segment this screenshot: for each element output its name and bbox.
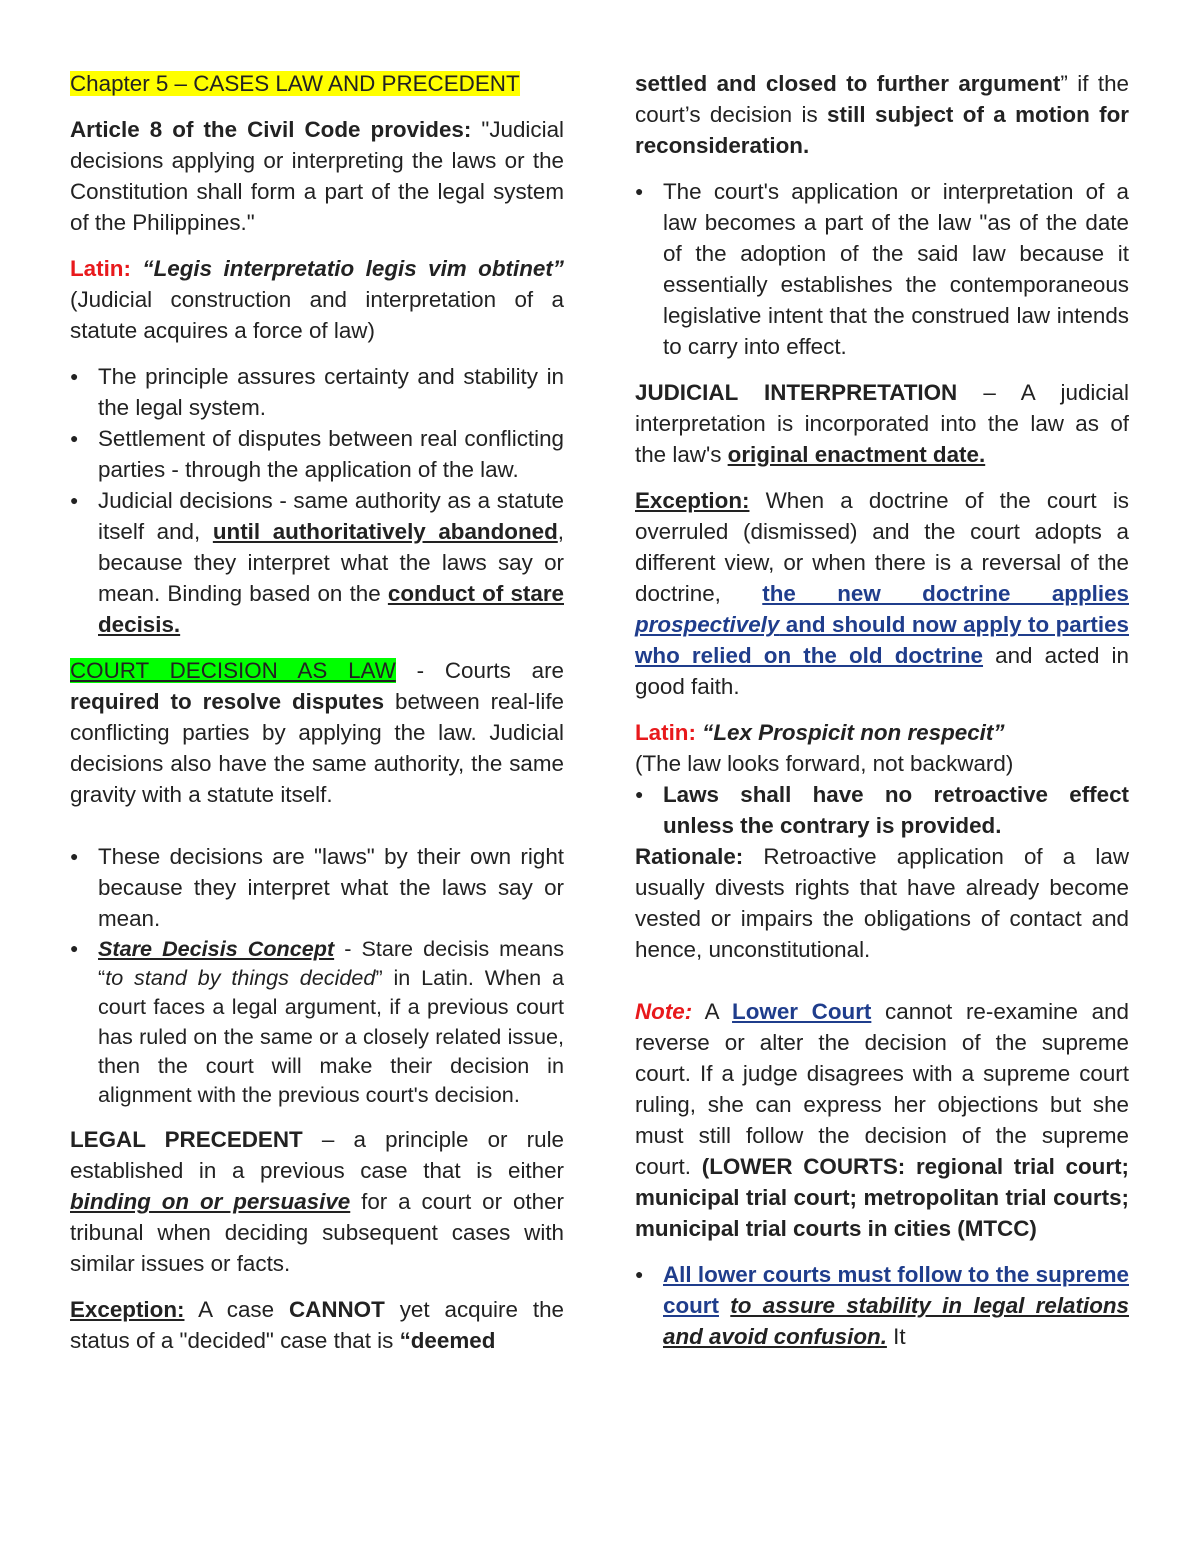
spacer	[70, 825, 564, 841]
exception2-label: Exception:	[635, 488, 750, 513]
chapter-title-paragraph	[70, 68, 564, 99]
exception1-paragraph	[70, 1294, 564, 1356]
prospectively: prospectively	[635, 612, 780, 637]
note-paragraph	[635, 996, 1129, 1244]
bullet5-latin-meaning: to stand by things decided	[105, 965, 376, 991]
court-decision-emphasis: required to resolve disputes	[70, 689, 385, 714]
judicial-interpretation-paragraph	[635, 377, 1129, 470]
rationale-label: Rationale:	[635, 844, 744, 869]
latin2-translation: (The law looks forward, not backward)	[635, 751, 1014, 776]
continuation-emphasis: settled and closed to further argument	[635, 71, 1061, 96]
exception1-label: Exception:	[70, 1297, 185, 1323]
bullet8-space	[719, 1293, 730, 1318]
bullet3-text-c: , because they interpret what the laws say or mean. Binding based on the	[98, 519, 565, 606]
legal-precedent-emphasis: binding on or persuasive	[70, 1189, 351, 1215]
all-lower-courts: All lower courts must follow to the supreme court	[663, 1262, 1129, 1318]
latin1-paragraph	[70, 253, 564, 346]
note-text-a: A	[692, 999, 733, 1024]
rationale-paragraph	[635, 841, 1129, 965]
article8-label: Article 8 of the Civil Code provides:	[70, 117, 472, 142]
bullet5-text-d: ” in Latin. When a court faces a legal argument, if a previous court has ruled on the same or a closely related issue, then the court will make their decision in alignment with the previous court's decision.	[98, 965, 564, 1108]
latin2-translation-paragraph	[635, 748, 1129, 779]
court-decision-text-c: between real-life conflicting parties by applying the law. Judicial decisions also have the same authority, the same gravity with a statute itself.	[70, 689, 565, 807]
list-item	[70, 485, 564, 640]
legal-precedent-paragraph	[70, 1124, 564, 1279]
list-item: ● Settlement of disputes between real conflicting parties - through the application of the law.	[70, 423, 564, 485]
latin2-paragraph	[635, 717, 1129, 748]
stare-decisis-concept: Stare Decisis Concept	[98, 936, 335, 961]
article8-text: "Judicial decisions applying or interpreting the laws or the Constitution shall form a part of the legal system of the Philippines."	[70, 117, 564, 235]
latin1-translation: (Judicial construction and interpretation of a statute acquires a force of law)	[70, 287, 564, 343]
bullet3-emphasis: until authoritatively abandoned	[212, 519, 558, 544]
list-item	[70, 934, 564, 1109]
list-item: ● These decisions are "laws" by their own right because they interpret what the laws say or mean.	[70, 841, 564, 934]
court-decision-heading: COURT DECISION AS LAW	[70, 658, 396, 683]
new-doctrine-applies: the new doctrine applies	[762, 581, 1129, 606]
principle-list	[70, 361, 564, 640]
spacer	[635, 980, 1129, 996]
chapter-title: Chapter 5 – CASES LAW AND PRECEDENT	[70, 71, 520, 96]
left-column	[70, 68, 564, 1371]
application-list	[635, 176, 1129, 362]
list-item: ● Laws shall have no retroactive effect unless the contrary is provided.	[635, 779, 1129, 841]
continuation-text-b: ” if the court’s decision is	[635, 71, 1129, 127]
decisions-list	[70, 841, 564, 1109]
list-item: ● The principle assures certainty and stability in the legal system.	[70, 361, 564, 423]
exception2-text-e: and acted in good faith.	[635, 643, 1129, 699]
bullet5-text-b: - Stare decisis means “	[98, 936, 564, 991]
continuation-motion: still subject of a motion for reconsideration.	[635, 102, 1129, 158]
bullet8-tail: It	[886, 1324, 906, 1349]
should-now-apply: and should now apply to parties who relied on the old doctrine	[635, 612, 1129, 668]
legal-precedent-heading: LEGAL PRECEDENT	[70, 1127, 303, 1153]
original-enactment-date: original enactment date.	[727, 442, 986, 467]
latin1-phrase: “Legis interpretatio legis vim obtinet”	[130, 256, 564, 281]
judicial-interpretation-text-a: – A judicial interpretation is incorporated into the law as of the law's	[635, 380, 1129, 467]
assure-stability: to assure stability in legal relations and avoid confusion.	[663, 1293, 1129, 1349]
lower-courts-list: (LOWER COURTS: regional trial court; municipal trial court; metropolitan trial courts; municipal trial courts in cities (MTCC)	[635, 1154, 1129, 1241]
legal-precedent-text-a: – a principle or rule established in a previous case that is either	[70, 1127, 564, 1184]
rationale-text: Retroactive application of a law usually divests rights that have already become vested or impairs the obligations of contact and hence, unconstitutional.	[635, 844, 1129, 962]
article8-paragraph	[70, 114, 564, 238]
right-column	[635, 68, 1129, 1367]
exception1-deemed: “deemed	[399, 1328, 496, 1354]
retroactive-list	[635, 779, 1129, 841]
bullet3-stare-decisis: conduct of stare decisis.	[98, 581, 564, 637]
note-label: Note:	[635, 999, 693, 1024]
note-text-c: cannot re-examine and reverse or alter the decision of the supreme court. If a judge disagrees with a supreme court ruling, she can express her objections but she must still follow the decision of the supreme court.	[635, 999, 1129, 1179]
bullet3-text-a: Judicial decisions - same authority as a statute itself and,	[98, 488, 564, 544]
judicial-interpretation-heading: JUDICIAL INTERPRETATION	[635, 380, 958, 405]
exception2-paragraph	[635, 485, 1129, 702]
continuation-paragraph	[635, 68, 1129, 161]
exception1-text-c: yet acquire the status of a "decided" case that is	[70, 1297, 564, 1354]
court-decision-text-a: - Courts are	[395, 658, 564, 683]
list-item	[635, 1259, 1129, 1352]
exception1-cannot: CANNOT	[289, 1297, 385, 1323]
exception2-text-a: When a doctrine of the court is overruled (dismissed) and the court adopts a different view, or when there is a reversal of the doctrine,	[635, 488, 1129, 606]
court-decision-paragraph	[70, 655, 564, 810]
legal-precedent-text-c: for a court or other tribunal when deciding subsequent cases with similar issues or facts.	[70, 1189, 564, 1277]
latin2-phrase: “Lex Prospicit non respecit”	[695, 720, 1005, 745]
list-item: ● The court's application or interpretation of a law becomes a part of the law "as of the date of the adoption of the said law because it essentially establishes the contemporaneous legislative intent that the construed law intends to carry into effect.	[635, 176, 1129, 362]
exception1-text-a: A case	[184, 1297, 289, 1323]
lower-court: Lower Court	[732, 999, 872, 1024]
lower-courts-bullet-list	[635, 1259, 1129, 1352]
latin2-label: Latin:	[635, 720, 696, 745]
latin1-label: Latin:	[70, 256, 131, 281]
